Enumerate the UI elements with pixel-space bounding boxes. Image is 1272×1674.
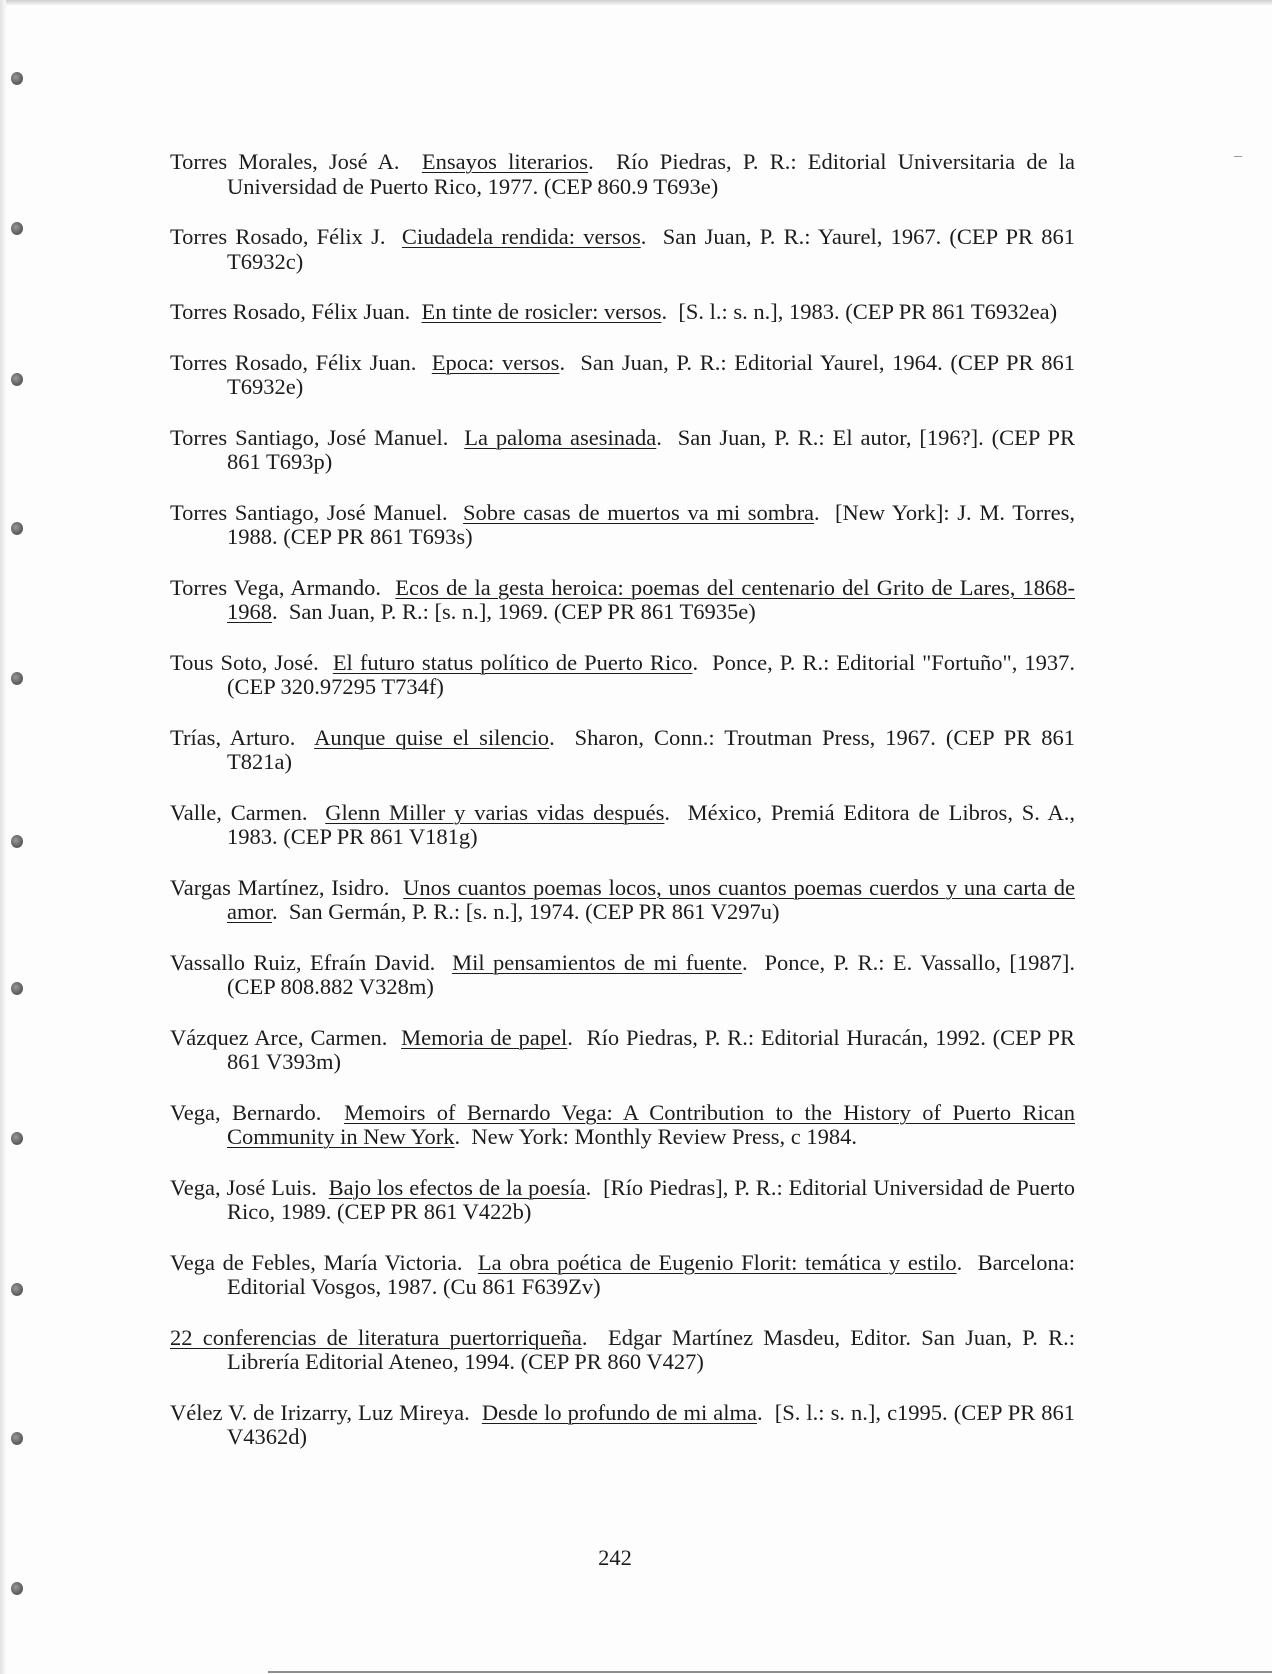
entry-title: 22 conferencias de literatura puertorriqueña [170,1324,582,1350]
entry-author: Vélez V. de Irizarry, Luz Mireya. [170,1399,470,1425]
entry-author: Torres Santiago, José Manuel. [170,499,448,525]
binder-hole-mark [11,1132,23,1145]
bibliography-entry: Valle, Carmen. Glenn Miller y varias vidas después. México, Premiá Editora de Libros, S. A., 1983. (CEP PR 861 V181g) [170,799,1076,849]
bibliography-entry: Torres Rosado, Félix J. Ciudadela rendida: versos. San Juan, P. R.: Yaurel, 1967. (CEP PR 861 T6932c) [170,224,1076,274]
entry-author: Torres Rosado, Félix Juan. [170,299,411,324]
binder-hole-mark [11,373,23,386]
bibliography-entry: Torres Rosado, Félix Juan. En tinte de rosicler: versos. [S. l.: s. n.], 1983. (CEP PR 861 T6932ea) [170,299,1058,324]
entry-title: El futuro status político de Puerto Rico [332,649,693,675]
entry-author: Vega de Febles, María Victoria. [170,1249,463,1275]
entry-title: La obra poética de Eugenio Florit: temática y estilo [477,1249,957,1275]
entry-details: San Juan, P. R.: Editorial Yaurel, 1964. (CEP PR 861 T6932e) [227,349,1075,399]
entry-details: [Río Piedras], P. R.: Editorial Universidad de Puerto Rico, 1989. (CEP PR 861 V422b) [227,1174,1076,1224]
entry-details: New York: Monthly Review Press, c 1984. [471,1124,858,1149]
entry-details: [S. l.: s. n.], c1995. (CEP PR 861 V4362d) [227,1399,1076,1449]
entry-title: Glenn Miller y varias vidas después [325,799,665,825]
entry-title: En tinte de rosicler: versos [421,299,662,324]
entry-title: Memoria de papel [401,1024,568,1050]
scan-mark [1234,156,1242,157]
entry-title: Desde lo profundo de mi alma [481,1399,757,1425]
entry-author: Torres Rosado, Félix J. [170,224,386,249]
entry-details: México, Premiá Editora de Libros, S. A., 1983. (CEP PR 861 V181g) [227,799,1076,849]
bibliography-entry: Vega, José Luis. Bajo los efectos de la poesía. [Río Piedras], P. R.: Editorial Universidad de Puerto Rico, 1989. (CEP PR 861 V422b) [170,1174,1076,1224]
entry-author: Tous Soto, José. [170,649,319,675]
entry-author: Torres Santiago, José Manuel. [170,424,449,450]
entry-details: San Juan, P. R.: El autor, [196?]. (CEP PR 861 T693p) [227,424,1076,474]
binder-hole-mark [11,1283,23,1296]
entry-author: Vega, José Luis. [170,1174,317,1200]
page-top-edge [0,0,1272,5]
entry-author: Valle, Carmen. [170,799,308,825]
entry-author: Vega, Bernardo. [170,1099,322,1125]
bibliography-entry: Trías, Arturo. Aunque quise el silencio. Sharon, Conn.: Troutman Press, 1967. (CEP PR 861 T821a) [170,724,1076,774]
bibliography-entry: Torres Rosado, Félix Juan. Epoca: versos. San Juan, P. R.: Editorial Yaurel, 1964. (CEP PR 861 T6932e) [170,349,1075,399]
entry-title: Aunque quise el silencio [314,724,550,750]
bibliography-list [170,150,1075,1476]
binder-hole-mark [11,672,23,685]
page-left-edge [0,0,6,1674]
bibliography-entry: Vassallo Ruiz, Efraín David. Mil pensamientos de mi fuente. Ponce, P. R.: E. Vassallo, [1987]. (CEP 808.882 V328m) [170,949,1075,999]
entry-author: Vargas Martínez, Isidro. [170,874,390,900]
entry-title: Epoca: versos [431,349,560,375]
entry-details: San Juan, P. R.: Yaurel, 1967. (CEP PR 861 T6932c) [227,224,1076,274]
entry-title: Mil pensamientos de mi fuente [452,949,743,975]
bibliography-entry: Torres Santiago, José Manuel. La paloma asesinada. San Juan, P. R.: El autor, [196?]. (CEP PR 861 T693p) [170,424,1076,474]
entry-details: Edgar Martínez Masdeu, Editor. San Juan, P. R.: Librería Editorial Ateneo, 1994. (CEP PR 860 V427) [227,1324,1075,1374]
binder-hole-mark [11,72,23,85]
bibliography-entry: Vélez V. de Irizarry, Luz Mireya. Desde lo profundo de mi alma. [S. l.: s. n.], c1995. (CEP PR 861 V4362d) [170,1399,1076,1449]
page-number: 242 [598,1545,632,1570]
binder-hole-mark [11,222,23,235]
bottom-edge-rule [268,1671,1272,1673]
entry-details: Ponce, P. R.: Editorial "Fortuño", 1937. (CEP 320.97295 T734f) [227,649,1076,699]
binder-hole-mark [11,1432,23,1445]
entry-details: San Germán, P. R.: [s. n.], 1974. (CEP PR 861 V297u) [288,899,780,924]
entry-title: Memoirs of Bernardo Vega: A Contribution to the History of Puerto Rican Community in New York [227,1099,1075,1149]
binder-hole-mark [11,1582,23,1595]
bibliography-entry: Torres Vega, Armando. Ecos de la gesta heroica: poemas del centenario del Grito de Lares, 1868-1968. San Juan, P. R.: [s. n.], 1969. (CEP PR 861 T6935e) [170,574,1076,624]
entry-details: Río Piedras, P. R.: Editorial Huracán, 1992. (CEP PR 861 V393m) [227,1024,1075,1074]
entry-details: Río Piedras, P. R.: Editorial Universitaria de la Universidad de Puerto Rico, 1977. (CEP 860.9 T693e) [227,149,1076,199]
entry-details: San Juan, P. R.: [s. n.], 1969. (CEP PR 861 T6935e) [288,599,756,624]
entry-title: La paloma asesinada [464,424,657,450]
bibliography-entry: Tous Soto, José. El futuro status político de Puerto Rico. Ponce, P. R.: Editorial "Fortuño", 1937. (CEP 320.97295 T734f) [170,649,1076,699]
entry-details: Ponce, P. R.: E. Vassallo, [1987]. (CEP 808.882 V328m) [227,949,1075,999]
bibliography-entry: Vázquez Arce, Carmen. Memoria de papel. Río Piedras, P. R.: Editorial Huracán, 1992. (CEP PR 861 V393m) [170,1024,1075,1074]
binder-hole-mark [11,522,23,535]
entry-details: Sharon, Conn.: Troutman Press, 1967. (CEP PR 861 T821a) [227,724,1076,774]
entry-details: [S. l.: s. n.], 1983. (CEP PR 861 T6932ea) [678,299,1058,324]
bibliography-entry: Torres Morales, José A. Ensayos literarios. Río Piedras, P. R.: Editorial Universitaria de la Universidad de Puerto Rico, 1977. (CEP 860.9 T693e) [170,149,1076,199]
bibliography-entry: Vega de Febles, María Victoria. La obra poética de Eugenio Florit: temática y estilo. Barcelona: Editorial Vosgos, 1987. (Cu 861 F639Zv) [170,1249,1076,1299]
entry-author: Torres Vega, Armando. [170,574,381,600]
bibliography-entry: 22 conferencias de literatura puertorriqueña. Edgar Martínez Masdeu, Editor. San Juan, P. R.: Librería Editorial Ateneo, 1994. (CEP PR 860 V427) [170,1324,1075,1374]
entry-title: Ciudadela rendida: versos [401,224,641,249]
binder-hole-mark [11,982,23,995]
entry-details: [New York]: J. M. Torres, 1988. (CEP PR 861 T693s) [227,499,1076,549]
entry-title: Unos cuantos poemas locos, unos cuantos poemas cuerdos y una carta de amor [227,874,1076,924]
binder-hole-mark [11,835,23,848]
entry-title: Ensayos literarios [421,149,589,174]
entry-title: Sobre casas de muertos va mi sombra [463,499,815,525]
bibliography-entry: Torres Santiago, José Manuel. Sobre casas de muertos va mi sombra. [New York]: J. M. Torres, 1988. (CEP PR 861 T693s) [170,499,1076,549]
entry-title: Bajo los efectos de la poesía [328,1174,586,1200]
entry-author: Torres Morales, José A. [170,149,400,174]
entry-title: Ecos de la gesta heroica: poemas del centenario del Grito de Lares, 1868-1968 [227,574,1076,624]
entry-author: Trías, Arturo. [170,724,296,750]
bibliography-entry: Vargas Martínez, Isidro. Unos cuantos poemas locos, unos cuantos poemas cuerdos y una carta de amor. San Germán, P. R.: [s. n.], 1974. (CEP PR 861 V297u) [170,874,1076,924]
entry-author: Torres Rosado, Félix Juan. [170,349,417,375]
entry-author: Vassallo Ruiz, Efraín David. [170,949,436,975]
entry-author: Vázquez Arce, Carmen. [170,1024,388,1050]
bibliography-entry: Vega, Bernardo. Memoirs of Bernardo Vega: A Contribution to the History of Puerto Rican Community in New York. New York: Monthly Review Press, c 1984. [170,1099,1075,1149]
entry-details: Barcelona: Editorial Vosgos, 1987. (Cu 861 F639Zv) [227,1249,1076,1299]
